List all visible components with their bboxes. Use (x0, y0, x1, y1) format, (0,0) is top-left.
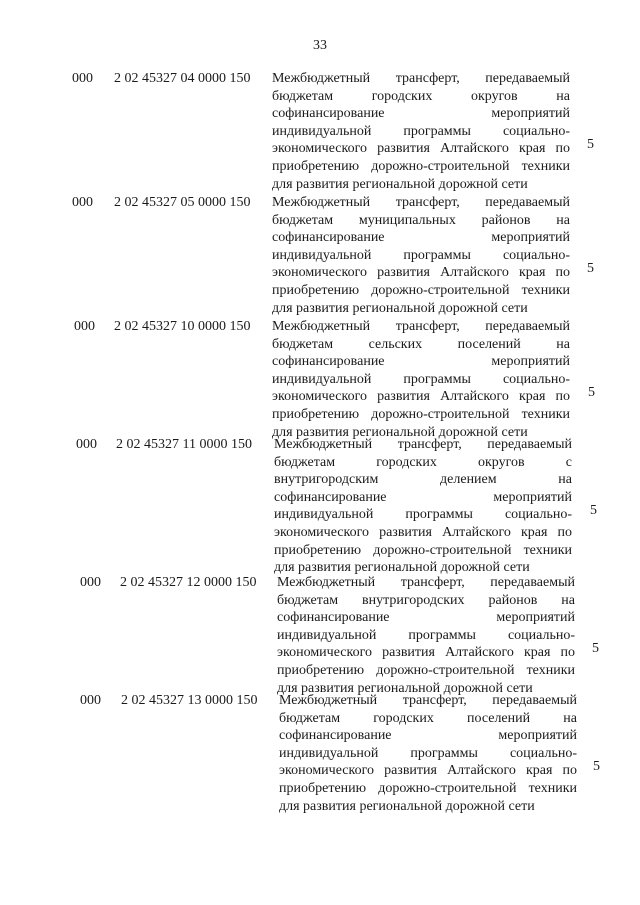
transfer-description (272, 194, 570, 317)
description-line: бюджетам городских округов с (274, 454, 572, 470)
description-line: бюджетам городских поселений на (279, 710, 577, 726)
description-line: индивидуальной программы социально- (277, 627, 575, 643)
description-line: для развития региональной дорожной сети (279, 798, 535, 814)
budget-classification-code: 2 02 45327 05 0000 150 (114, 195, 251, 210)
budget-classification-code: 2 02 45327 13 0000 150 (121, 693, 258, 708)
description-line: Межбюджетный трансферт, передаваемый (272, 319, 570, 334)
description-line: экономического развития Алтайского края по (272, 141, 570, 157)
description-line: бюджетам сельских поселений на (272, 336, 570, 352)
admin-code: 000 (72, 71, 93, 86)
admin-code: 000 (74, 319, 95, 334)
description-line: бюджетам внутригородских районов на (277, 592, 575, 608)
admin-code: 000 (80, 575, 101, 590)
description-line: бюджетам городских округов на (272, 88, 570, 104)
description-line: софинансирование мероприятий (279, 728, 577, 744)
description-line: для развития региональной дорожной сети (274, 560, 530, 576)
description-line: софинансирование мероприятий (274, 489, 572, 505)
admin-code: 000 (80, 693, 101, 708)
description-line: индивидуальной программы социально- (274, 507, 572, 523)
description-line: Межбюджетный трансферт, передаваемый (277, 575, 575, 590)
description-line: экономического развития Алтайского края по (272, 265, 570, 281)
description-line: для развития региональной дорожной сети (272, 176, 528, 192)
description-line: экономического развития Алтайского края по (272, 389, 570, 405)
amount-value: 5 (590, 503, 597, 519)
description-line: приобретению дорожно-строительной техники (272, 158, 570, 174)
transfer-description (272, 318, 570, 441)
description-line: экономического развития Алтайского края по (277, 645, 575, 661)
description-line: индивидуальной программы социально- (279, 745, 577, 761)
table-row (0, 318, 640, 441)
transfer-description (279, 692, 577, 815)
description-line: приобретению дорожно-строительной техники (274, 542, 572, 558)
description-line: приобретению дорожно-строительной техники (277, 662, 575, 678)
amount-value: 5 (593, 759, 600, 775)
table-row (0, 692, 640, 815)
transfer-description (277, 574, 575, 697)
description-line: софинансирование мероприятий (272, 230, 570, 246)
description-line: бюджетам муниципальных районов на (272, 212, 570, 228)
description-line: индивидуальной программы социально- (272, 123, 570, 139)
amount-value: 5 (592, 641, 599, 657)
admin-code: 000 (72, 195, 93, 210)
table-row (0, 70, 640, 193)
table-row (0, 194, 640, 317)
description-line: софинансирование мероприятий (272, 106, 570, 122)
description-line: приобретению дорожно-строительной техники (272, 282, 570, 298)
description-line: Межбюджетный трансферт, передаваемый (272, 71, 570, 86)
table-row (0, 574, 640, 697)
description-line: индивидуальной программы социально- (272, 247, 570, 263)
transfer-description (272, 70, 570, 193)
description-line: приобретению дорожно-строительной техники (272, 406, 570, 422)
description-line: экономического развития Алтайского края по (279, 763, 577, 779)
amount-value: 5 (587, 137, 594, 153)
description-line: Межбюджетный трансферт, передаваемый (279, 693, 577, 708)
budget-classification-code: 2 02 45327 12 0000 150 (120, 575, 257, 590)
description-line: внутригородским делением на (274, 472, 572, 488)
amount-value: 5 (588, 385, 595, 401)
description-line: софинансирование мероприятий (272, 354, 570, 370)
description-line: индивидуальной программы социально- (272, 371, 570, 387)
transfer-description (274, 436, 572, 577)
description-line: Межбюджетный трансферт, передаваемый (274, 437, 572, 452)
description-line: софинансирование мероприятий (277, 610, 575, 626)
budget-classification-code: 2 02 45327 04 0000 150 (114, 71, 251, 86)
budget-classification-code: 2 02 45327 10 0000 150 (114, 319, 251, 334)
description-line: приобретению дорожно-строительной техники (279, 780, 577, 796)
description-line: для развития региональной дорожной сети (272, 424, 528, 440)
description-line: для развития региональной дорожной сети (272, 300, 528, 316)
description-line: Межбюджетный трансферт, передаваемый (272, 195, 570, 210)
table-row (0, 436, 640, 577)
budget-classification-code: 2 02 45327 11 0000 150 (116, 437, 252, 452)
admin-code: 000 (76, 437, 97, 452)
amount-value: 5 (587, 261, 594, 277)
description-line: экономического развития Алтайского края по (274, 524, 572, 540)
description-line: для развития региональной дорожной сети (277, 680, 533, 696)
page-number: 33 (313, 38, 327, 53)
